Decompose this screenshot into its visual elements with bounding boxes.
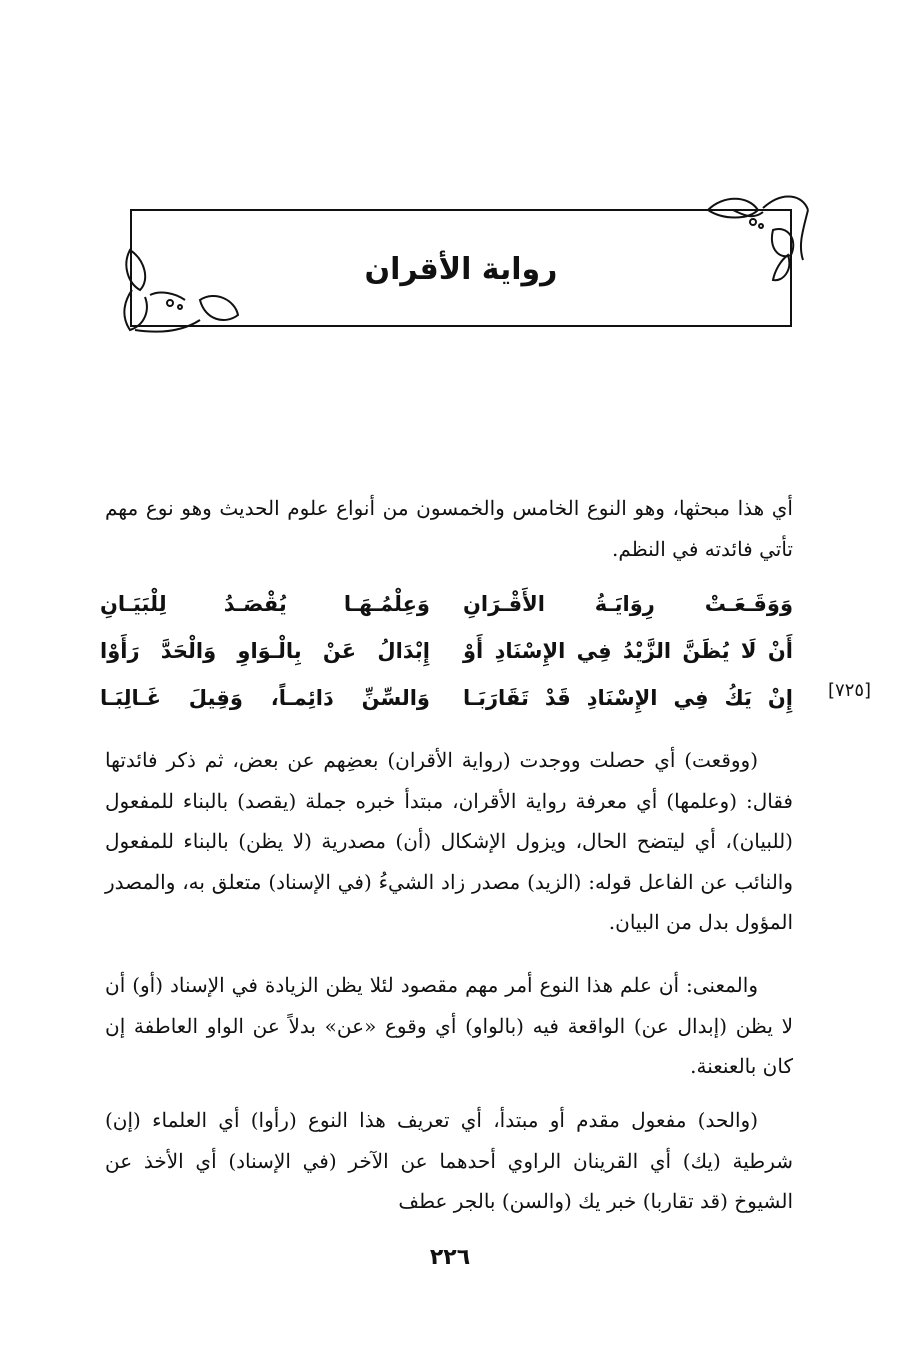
verse-line xyxy=(100,674,793,721)
verse-right-hemistich: إِنْ يَكُ فِي الإِسْنَادِ قَدْ تَقَارَبَـا xyxy=(463,685,793,710)
chapter-title: رواية الأقران xyxy=(364,252,558,287)
verse-left-hemistich: إِبْدَالُ عَنْ بِالْـوَاوِ وَالْحَدَّ رَأَوْا xyxy=(100,638,430,663)
verse-number: [٧٢٥] xyxy=(828,680,872,701)
poem-block xyxy=(100,580,793,721)
verse-line xyxy=(100,627,793,674)
commentary-block-1 xyxy=(105,740,793,943)
commentary-paragraph: (والحد) مفعول مقدم أو مبتدأ، أي تعريف هذا النوع (رأوا) أي العلماء (إن) شرطية (يك) أي القرينان الراوي أحدهما عن الآخر (في الإسناد) أي الأخذ عن الشيوخ (قد تقاربا) خبر يك (والسن) بالجر عطف xyxy=(105,1108,793,1213)
intro-paragraph: أي هذا مبحثها، وهو النوع الخامس والخمسون من أنواع علوم الحديث وهو نوع مهم تأتي فائدته في النظم. xyxy=(105,496,793,561)
page-number: ٢٢٦ xyxy=(429,1245,471,1270)
verse-left-hemistich: وَعِلْمُـهَـا يُقْصَـدُ لِلْبَيَـانِ xyxy=(100,591,430,616)
verse-right-hemistich: أَنْ لَا يُظَنَّ الزَّيْدُ فِي الإِسْنَادِ أَوْ xyxy=(463,638,793,663)
commentary-paragraph: (ووقعت) أي حصلت ووجدت (رواية الأقران) بعضِهم عن بعض، ثم ذكر فائدتها فقال: (وعلمها) أي معرفة رواية الأقران، مبتدأ خبره جملة (يقصد) بالبناء للمفعول (للبيان)، أي ليتضح الحال، ويزول الإشكال (أن) مصدرية (لا يظن) بالبناء للمفعول والنائب عن الفاعل قوله: (الزيد) مصدر زاد الشيءُ (في الإسناد) متعلق به، والمصدر المؤول بدل من البيان. xyxy=(105,748,793,934)
commentary-block-3 xyxy=(105,1100,793,1222)
commentary-block-2 xyxy=(105,965,793,1087)
commentary-paragraph: والمعنى: أن علم هذا النوع أمر مهم مقصود لئلا يظن الزيادة في الإسناد (أو) أن لا يظن (إبدال عن) الواقعة فيه (بالواو) أي وقوع «عن» بدلاً عن الواو العاطفة إن كان بالعنعنة. xyxy=(105,973,793,1078)
verse-line xyxy=(100,580,793,627)
verse-right-hemistich: وَوَقَـعَـتْ رِوَايَـةُ الأَقْـرَانِ xyxy=(463,591,793,616)
verse-left-hemistich: وَالسِّنِّ دَائِمـاً، وَقِيلَ غَـالِبَـا xyxy=(100,685,430,710)
